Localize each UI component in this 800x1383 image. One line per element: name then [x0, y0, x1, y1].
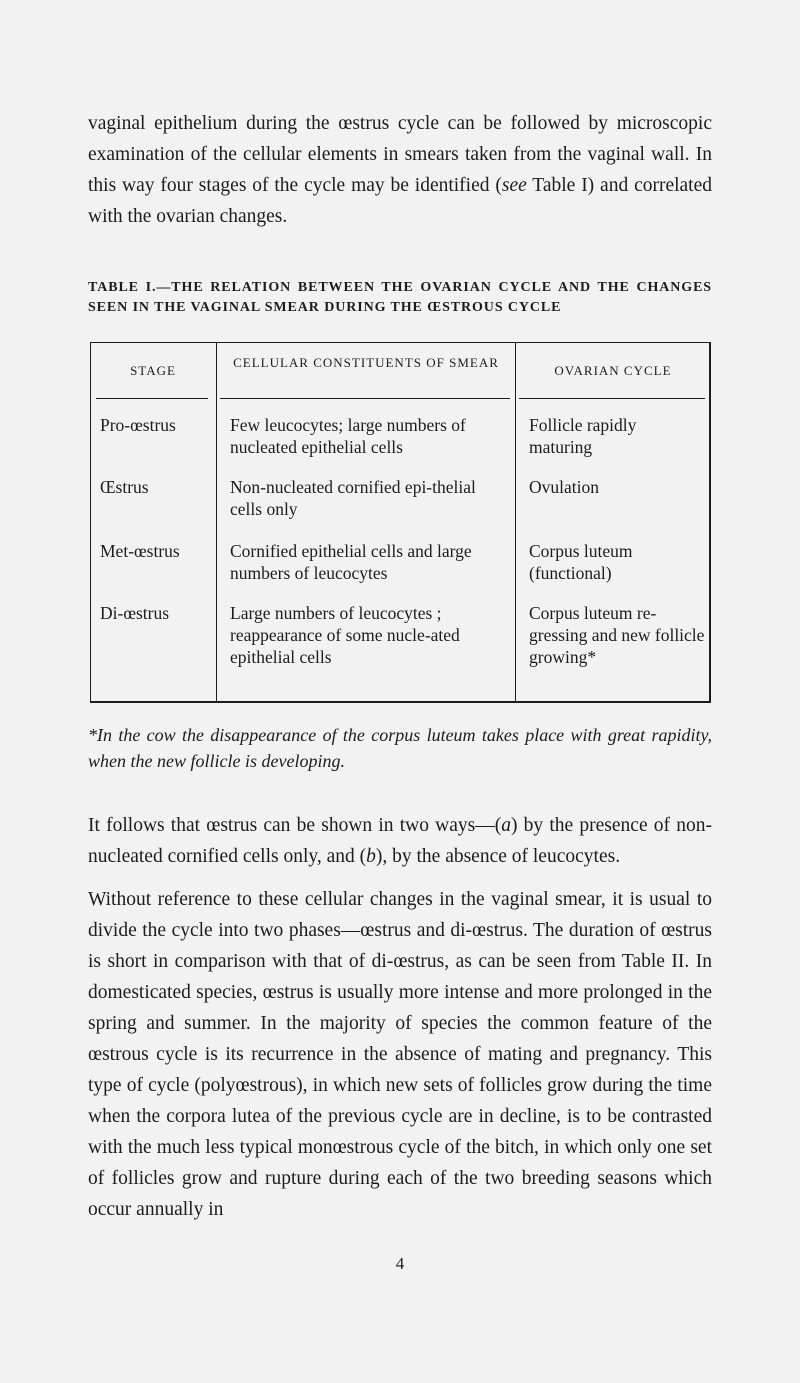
table-col-divider-2	[515, 342, 516, 702]
table-col-divider-1	[216, 342, 217, 702]
paragraph-1-text-1: It follows that œstrus can be shown in two ways—(	[88, 815, 502, 836]
header-underline-3	[519, 398, 705, 399]
page-number: 4	[395, 1254, 405, 1273]
header-cellular: CELLULAR CONSTITUENTS OF SMEAR	[233, 355, 499, 370]
intro-see-italic: see	[501, 175, 527, 196]
row-3-ovarian: Corpus luteum (functional)	[529, 541, 633, 583]
paragraph-1-text-2: ) by the presence of non-nucleated cornified cells only, and (	[88, 815, 712, 867]
row-4-ovarian: Corpus luteum re-gressing and new follicle growing*	[529, 603, 705, 667]
table-left-rule	[90, 342, 91, 702]
paragraph-2: Without reference to these cellular changes in the vaginal smear, it is usual to divide the cycle into two phases—œstrus and di-œstrus. The duration of œstrus is short in comparison with that of di-œstrus, as can be seen from Table II. In domesticated species, œstrus is usually more intense and more prolonged in the spring and summer. In the majority of species the common feature of the œstrous cycle is its recurrence in the absence of mating and pregnancy. This type of cycle (polyœstrous), in which new sets of follicles grow during the time when the corpora lutea of the previous cycle are in decline, is to be contrasted with the much less typical monœstrous cycle of the bitch, in which only one set of follicles grow and rupture during each of the two breeding seasons which occur annually in	[88, 889, 712, 1220]
paragraph-1-text-3: ), by the absence of leucocytes.	[375, 846, 621, 867]
page-content	[88, 108, 712, 1225]
header-ovarian: OVARIAN CYCLE	[554, 363, 672, 378]
table-bottom-rule	[90, 701, 711, 703]
table-footnote: *In the cow the disappearance of the corpus luteum takes place with great rapidity, when the new follicle is developing.	[88, 725, 712, 771]
row-1-cellular: Few leucocytes; large numbers of nucleated epithelial cells	[230, 415, 466, 457]
row-2-ovarian: Ovulation	[529, 477, 599, 497]
paragraph-1	[88, 810, 712, 872]
intro-paragraph	[88, 108, 712, 232]
intro-text-1: vaginal epithelium during the œstrus cycle can be followed by microscopic examination of the cellular elements in smears taken from the vaginal wall. In this way four stages of the cycle may be identified (	[88, 113, 712, 196]
row-2-cellular: Non-nucleated cornified epi-thelial cells only	[230, 477, 476, 519]
row-4-stage: Di-œstrus	[100, 603, 170, 623]
header-underline-1	[96, 398, 208, 399]
table-top-rule	[90, 342, 711, 343]
table-right-rule	[709, 342, 711, 702]
row-3-stage: Met-œstrus	[100, 541, 180, 561]
row-3-cellular: Cornified epithelial cells and large numbers of leucocytes	[230, 541, 472, 583]
table-caption: TABLE I.—THE RELATION BETWEEN THE OVARIAN CYCLE AND THE CHANGES SEEN IN THE VAGINAL SMEAR DURING THE ŒSTROUS CYCLE	[88, 280, 712, 315]
stage-table	[88, 342, 712, 702]
header-underline-2	[220, 398, 510, 399]
header-stage: STAGE	[130, 363, 176, 378]
paragraph-1-a-italic: a	[501, 815, 511, 836]
row-2-stage: Œstrus	[100, 477, 149, 497]
row-1-ovarian: Follicle rapidly maturing	[529, 415, 637, 457]
row-1-stage: Pro-œstrus	[100, 415, 176, 435]
row-4-cellular: Large numbers of leucocytes ; reappearance of some nucle-ated epithelial cells	[230, 603, 460, 667]
intro-text-2: Table I) and correlated with the ovarian changes.	[88, 175, 713, 227]
paragraph-1-b-italic: b	[366, 846, 376, 867]
